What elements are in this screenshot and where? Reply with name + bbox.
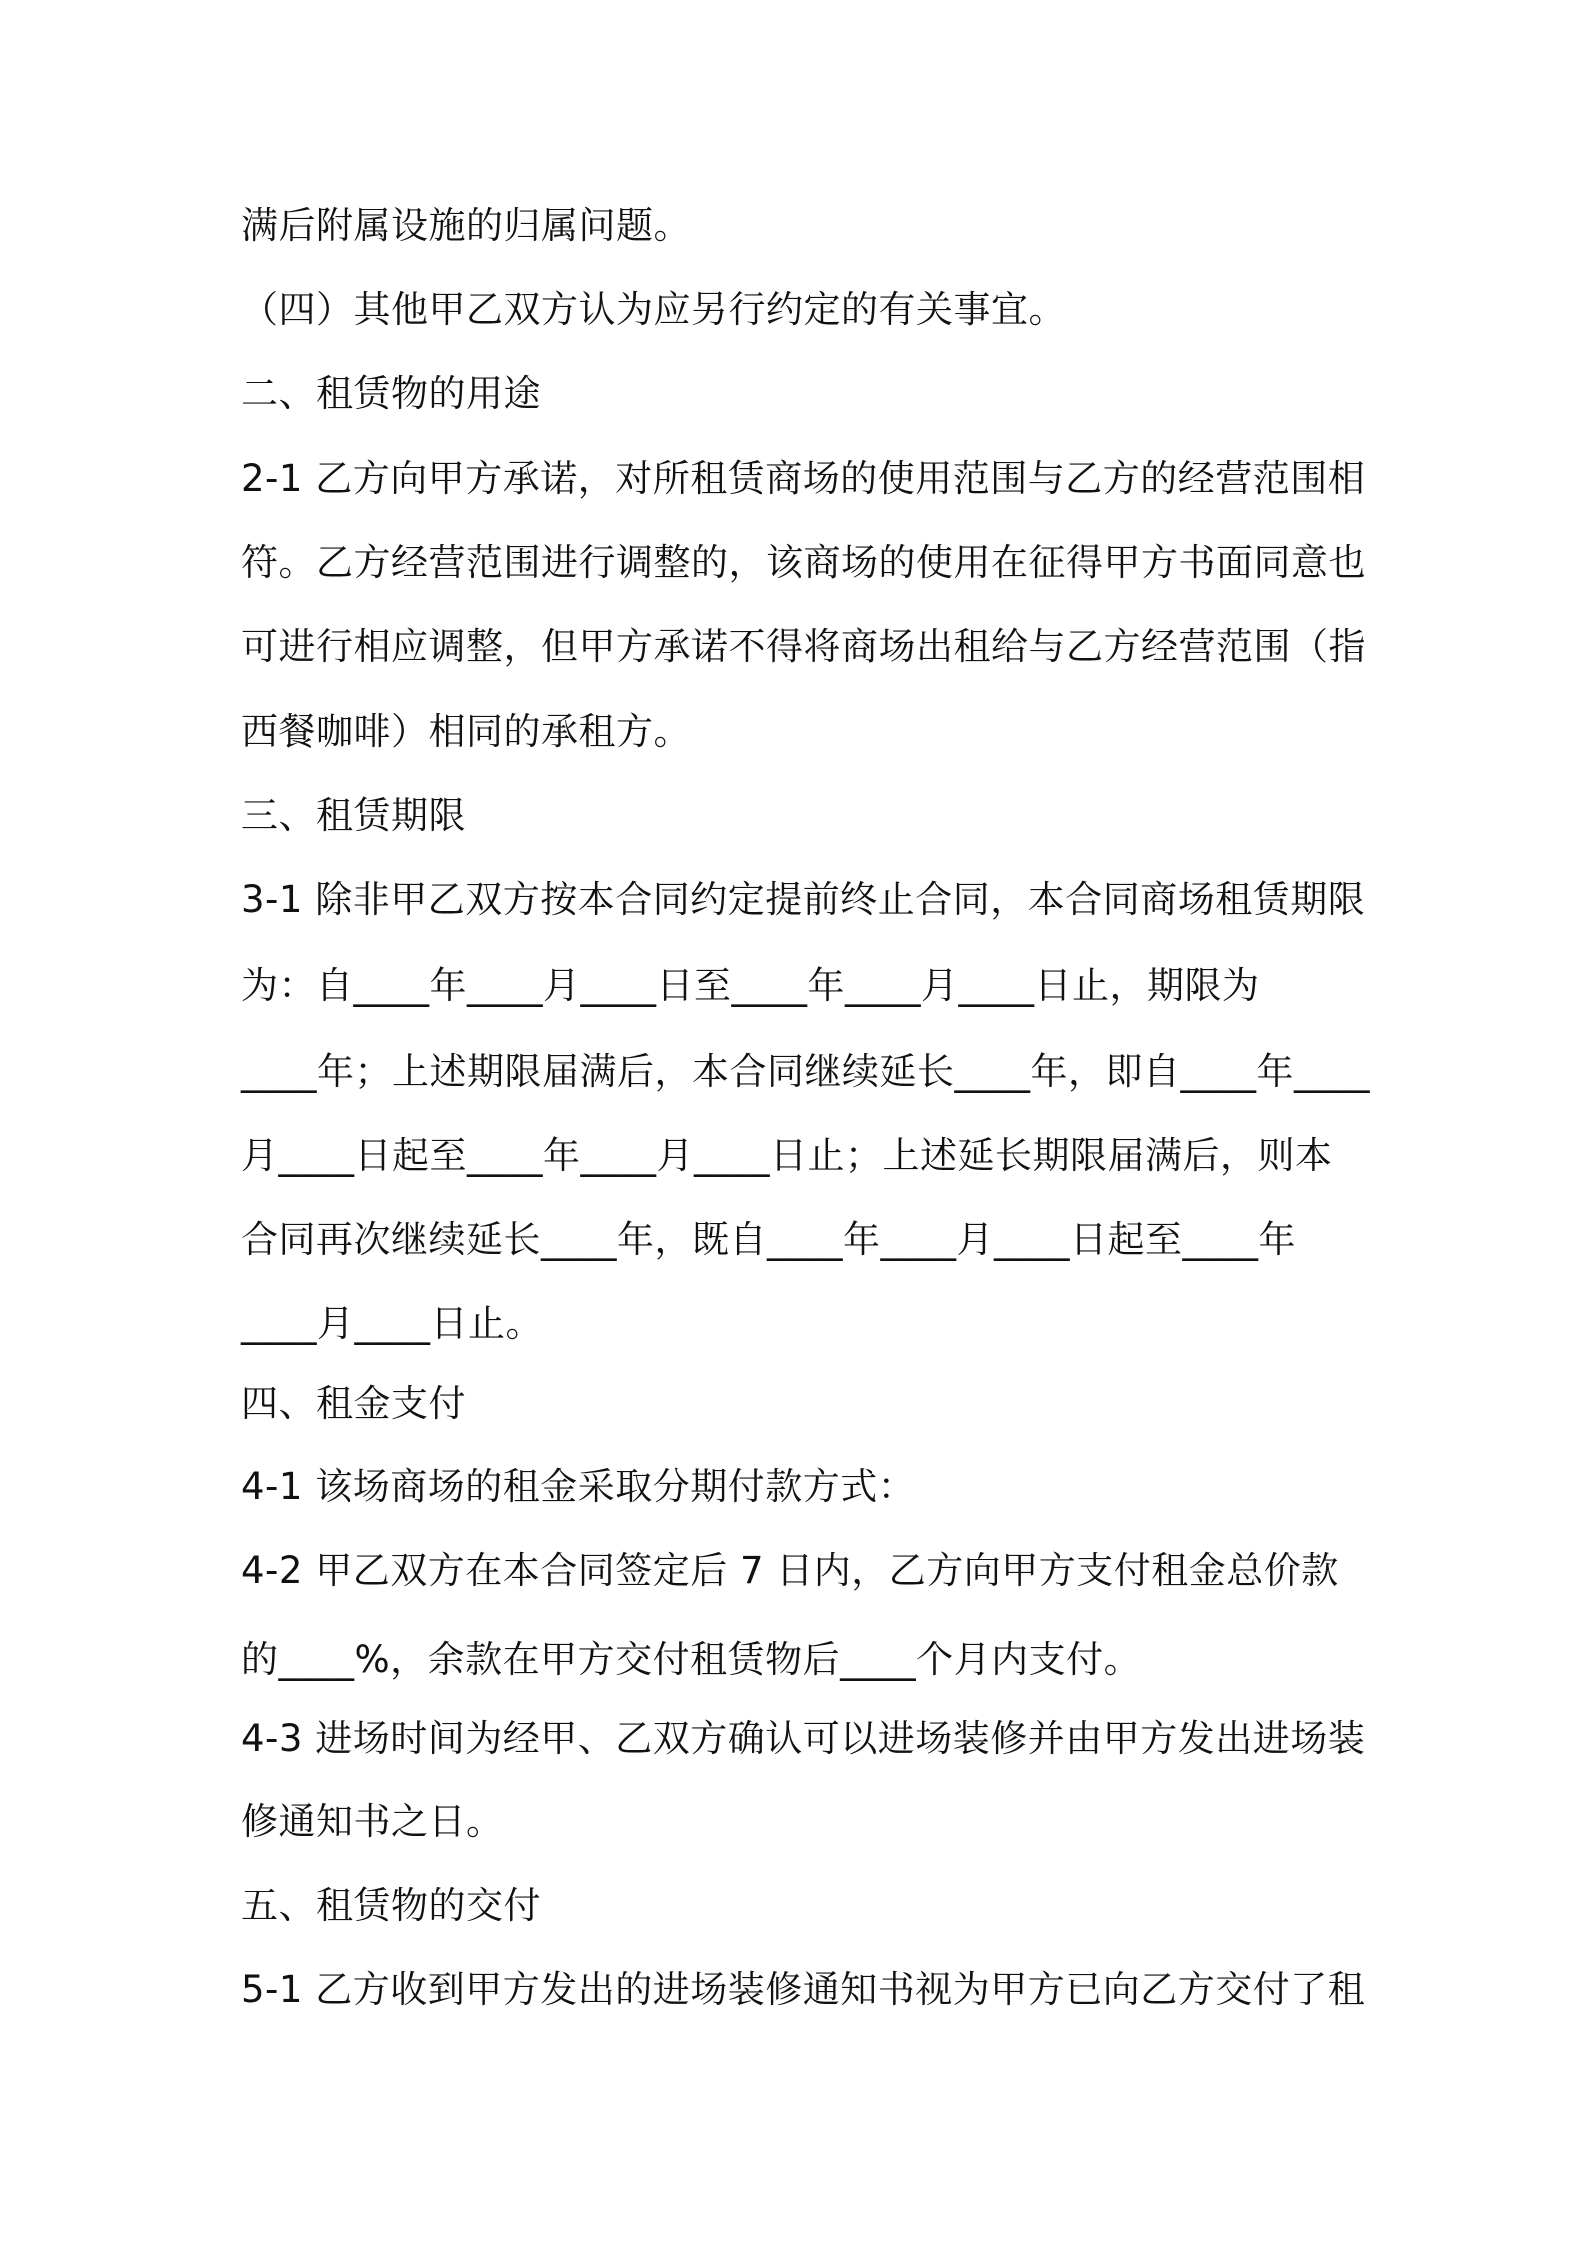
paragraph-line: 2-1 乙方向甲方承诺，对所租赁商场的使用范围与乙方的经营范围相 bbox=[241, 457, 1366, 500]
paragraph-line: 3-1 除非甲乙双方按本合同约定提前终止合同，本合同商场租赁期限 bbox=[241, 878, 1366, 921]
paragraph-line: 符。乙方经营范围进行调整的，该商场的使用在征得甲方书面同意也 bbox=[241, 541, 1366, 584]
paragraph-line: ____年；上述期限届满后，本合同继续延长____年，即自____年____ bbox=[241, 1050, 1370, 1093]
paragraph-line: 5-1 乙方收到甲方发出的进场装修通知书视为甲方已向乙方交付了租 bbox=[241, 1968, 1366, 2011]
paragraph-line: 修通知书之日。 bbox=[241, 1800, 504, 1843]
section-heading: 四、租金支付 bbox=[241, 1382, 466, 1425]
paragraph-line: ____月____日止。 bbox=[241, 1302, 543, 1345]
paragraph-line: 合同再次继续延长____年，既自____年____月____日起至____年 bbox=[241, 1218, 1296, 1261]
paragraph-line: 4-2 甲乙双方在本合同签定后 7 日内，乙方向甲方支付租金总价款 bbox=[241, 1549, 1339, 1592]
paragraph-line: 4-1 该场商场的租金采取分期付款方式： bbox=[241, 1465, 916, 1508]
section-heading: 三、租赁期限 bbox=[241, 794, 466, 837]
paragraph-line: 4-3 进场时间为经甲、乙双方确认可以进场装修并由甲方发出进场装 bbox=[241, 1717, 1366, 1760]
paragraph-line: 满后附属设施的归属问题。 bbox=[241, 204, 691, 247]
paragraph-line: 可进行相应调整，但甲方承诺不得将商场出租给与乙方经营范围（指 bbox=[241, 625, 1366, 668]
paragraph-line: 西餐咖啡）相同的承租方。 bbox=[241, 710, 691, 753]
section-heading: 二、租赁物的用途 bbox=[241, 372, 541, 415]
section-heading: 五、租赁物的交付 bbox=[241, 1884, 541, 1927]
paragraph-line: 为：自____年____月____日至____年____月____日止，期限为 bbox=[241, 964, 1260, 1007]
clause-item-4: （四）其他甲乙双方认为应另行约定的有关事宜。 bbox=[241, 288, 1066, 331]
paragraph-line: 月____日起至____年____月____日止；上述延长期限届满后，则本 bbox=[241, 1134, 1333, 1177]
paragraph-line: 的____%，余款在甲方交付租赁物后____个月内支付。 bbox=[241, 1638, 1142, 1681]
